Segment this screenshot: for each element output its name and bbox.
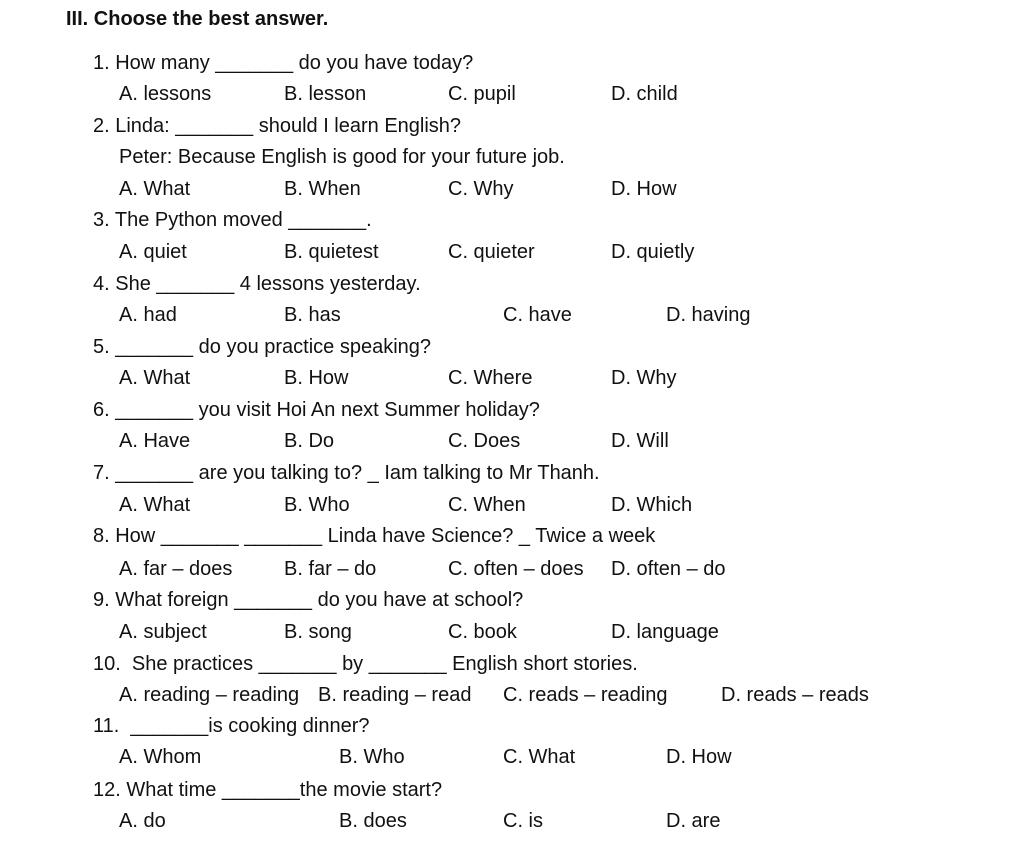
question-10-option-c: C. reads – reading <box>503 684 668 706</box>
question-4-option-d: D. having <box>666 304 751 326</box>
question-3-option-a: A. quiet <box>119 241 187 263</box>
question-11-option-d: D. How <box>666 746 732 768</box>
question-1-option-b: B. lesson <box>284 83 367 105</box>
question-10-option-b: B. reading – read <box>318 684 472 706</box>
question-6-option-c: C. Does <box>448 430 521 452</box>
question-1-stem: 1. How many _______ do you have today? <box>93 52 474 74</box>
question-1-option-a: A. lessons <box>119 83 212 105</box>
question-9-option-b: B. song <box>284 621 352 643</box>
question-8-stem: 8. How _______ _______ Linda have Science? _ Twice a week <box>93 525 656 547</box>
section-heading: III. Choose the best answer. <box>66 8 329 30</box>
question-8-option-d: D. often – do <box>611 558 726 580</box>
question-10-stem: 10. She practices _______ by _______ English short stories. <box>93 653 638 675</box>
question-7-option-b: B. Who <box>284 494 350 516</box>
question-11-option-a: A. Whom <box>119 746 202 768</box>
question-2-dialog: Peter: Because English is good for your future job. <box>119 146 565 168</box>
question-4-option-c: C. have <box>503 304 572 326</box>
question-12-option-a: A. do <box>119 810 166 832</box>
question-5-option-c: C. Where <box>448 367 533 389</box>
question-5-stem: 5. _______ do you practice speaking? <box>93 336 432 358</box>
question-1-option-d: D. child <box>611 83 678 105</box>
question-5-option-d: D. Why <box>611 367 677 389</box>
question-5-option-b: B. How <box>284 367 349 389</box>
question-4-option-b: B. has <box>284 304 341 326</box>
question-12-option-b: B. does <box>339 810 407 832</box>
question-11-option-c: C. What <box>503 746 576 768</box>
question-3-stem: 3. The Python moved _______. <box>93 209 372 231</box>
question-6-option-a: A. Have <box>119 430 191 452</box>
question-11-option-b: B. Who <box>339 746 405 768</box>
question-9-option-d: D. language <box>611 621 719 643</box>
question-2-stem: 2. Linda: _______ should I learn English? <box>93 115 462 137</box>
question-12-stem: 12. What time _______the movie start? <box>93 779 443 801</box>
question-2-option-a: A. What <box>119 178 191 200</box>
question-9-stem: 9. What foreign _______ do you have at school? <box>93 589 524 611</box>
question-12-option-c: C. is <box>503 810 543 832</box>
question-9-option-a: A. subject <box>119 621 207 643</box>
question-11-stem: 11. _______is cooking dinner? <box>93 715 370 737</box>
question-2-option-c: C. Why <box>448 178 514 200</box>
question-5-option-a: A. What <box>119 367 191 389</box>
question-8-option-b: B. far – do <box>284 558 377 580</box>
question-6-stem: 6. _______ you visit Hoi An next Summer holiday? <box>93 399 540 421</box>
question-7-option-a: A. What <box>119 494 191 516</box>
question-10-option-a: A. reading – reading <box>119 684 300 706</box>
question-12-option-d: D. are <box>666 810 721 832</box>
question-1-option-c: C. pupil <box>448 83 516 105</box>
question-2-option-b: B. When <box>284 178 361 200</box>
question-4-option-a: A. had <box>119 304 177 326</box>
question-8-option-a: A. far – does <box>119 558 233 580</box>
question-7-stem: 7. _______ are you talking to? _ Iam talking to Mr Thanh. <box>93 462 600 484</box>
question-6-option-d: D. Will <box>611 430 669 452</box>
question-3-option-c: C. quieter <box>448 241 535 263</box>
question-2-option-d: D. How <box>611 178 677 200</box>
question-10-option-d: D. reads – reads <box>721 684 869 706</box>
question-3-option-d: D. quietly <box>611 241 695 263</box>
question-6-option-b: B. Do <box>284 430 335 452</box>
question-9-option-c: C. book <box>448 621 517 643</box>
question-7-option-d: D. Which <box>611 494 693 516</box>
question-3-option-b: B. quietest <box>284 241 379 263</box>
question-8-option-c: C. often – does <box>448 558 584 580</box>
question-7-option-c: C. When <box>448 494 526 516</box>
question-4-stem: 4. She _______ 4 lessons yesterday. <box>93 273 421 295</box>
